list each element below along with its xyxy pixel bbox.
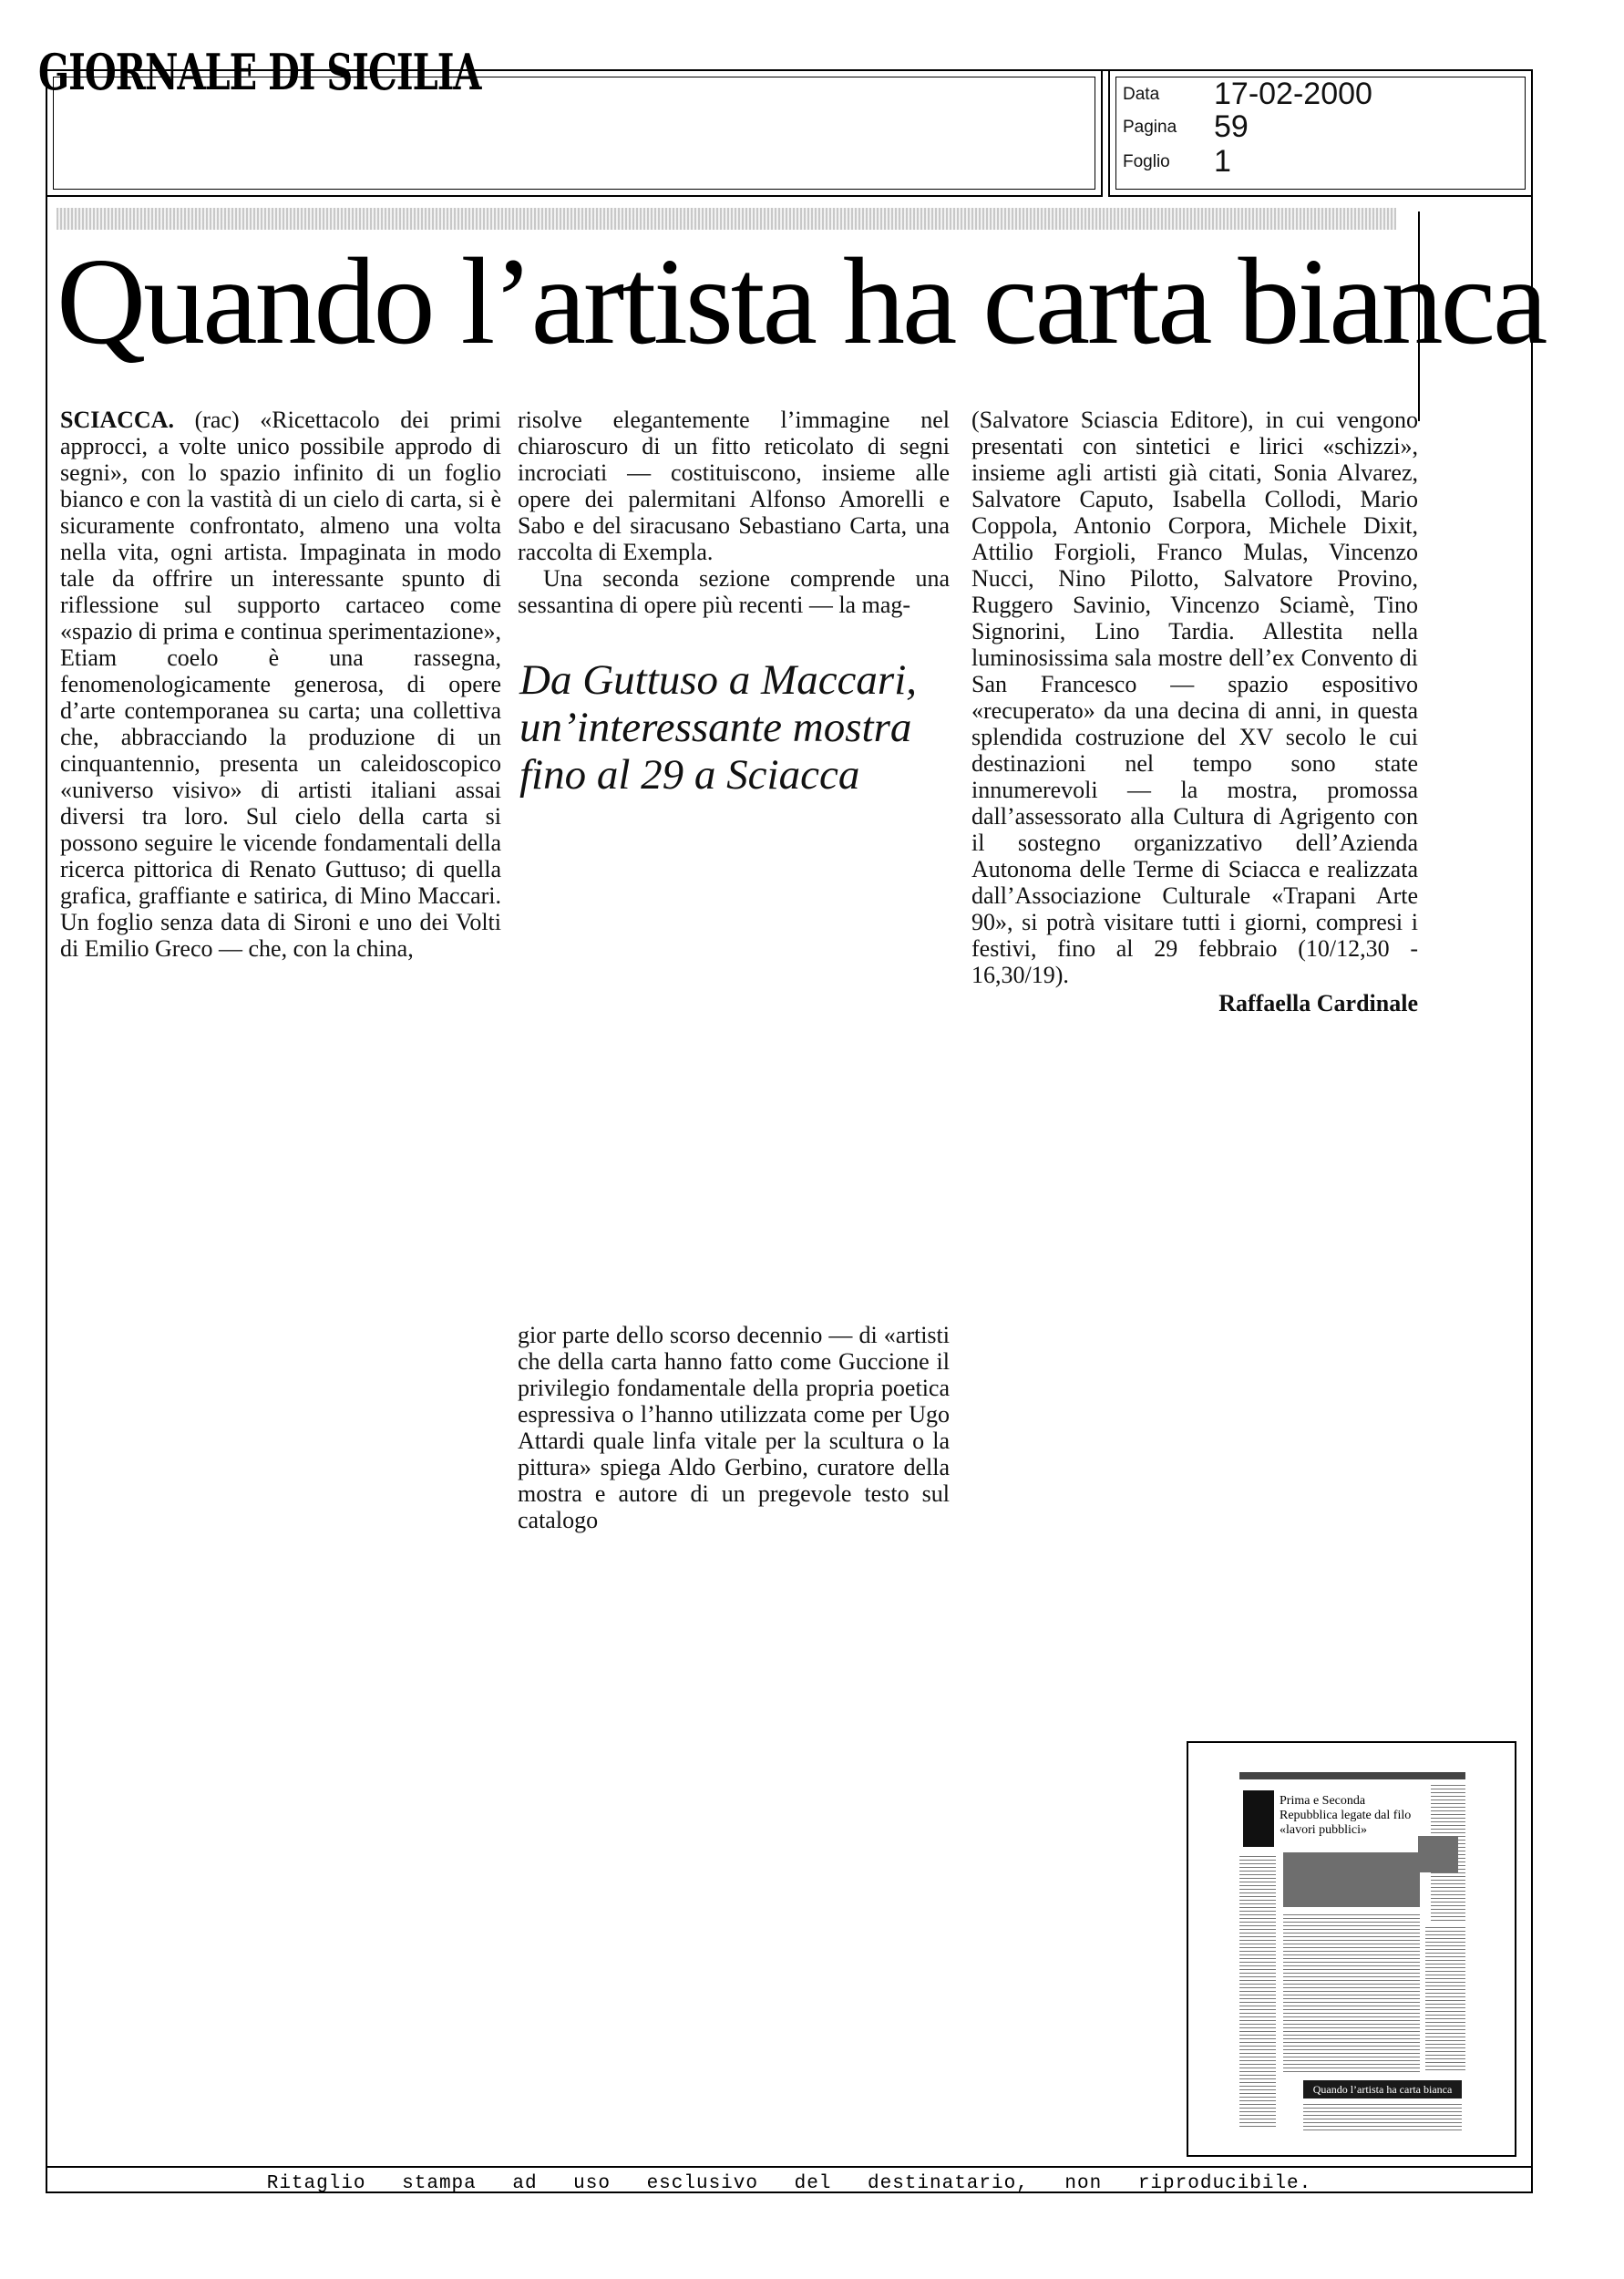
thumbnail-main-photo: [1283, 1852, 1420, 1907]
article-column-3: [971, 407, 1418, 1016]
meta-sheet-value: 1: [1214, 144, 1231, 179]
column-2-paragraph-3: gior parte dello scorso decennio — di «artisti che della carta hanno fatto come Guccione il privilegio fondamentale della propria poetica espressiva o l’hanno utilizzata come per Ugo Attardi quale linfa vitale per la scultura o la pittura» spiega Aldo Gerbino, curatore della mostra e autore di un pregevole testo sul catalogo: [518, 1322, 950, 1533]
scan-texture-band: [57, 208, 1396, 230]
source-page-thumbnail: [1187, 1741, 1516, 2157]
meta-page: [1123, 109, 1249, 145]
footer-rule: [46, 2166, 1533, 2168]
article-column-2-top: [518, 407, 950, 618]
thumbnail-body-text: [1283, 1914, 1420, 2075]
thumbnail-right-column: [1425, 1927, 1465, 2073]
article-subheadline: Da Guttuso a Maccari, un’interessante mostra fino al 29 a Sciacca: [519, 656, 918, 799]
thumbnail-logo-block: [1243, 1790, 1274, 1847]
author-byline: Raffaella Cardinale: [1218, 990, 1418, 1016]
meta-date-value: 17-02-2000: [1214, 77, 1372, 111]
meta-page-value: 59: [1214, 109, 1249, 144]
meta-sheet: [1123, 144, 1231, 180]
column-1-text: (rac) «Ricettacolo dei primi approcci, a volte unico possibile approdo di segni», con lo spazio infinito di un foglio bianco e con la vastità di un cielo di carta, si è sicuramente confrontato, almeno una volta nella vita, ogni artista. Impaginata in modo tale da offrire un interessante spunto di riflessione sul supporto cartaceo come «spazio di prima e continua sperimentazione», Etiam coelo è una rassegna, fenomenologicamente generosa, di opere d’arte contemporanea su carta; una collettiva che, abbracciando la produzione di un cinquantennio, presenta un caleidoscopico «universo visivo» di artisti italiani assai diversi tra loro. Sul cielo della carta si possono seguire le vicende fondamentali della ricerca pittorica di Renato Guttuso; di quella grafica, graffiante e satirica, di Mino Maccari. Un foglio senza data di Sironi e uno dei Volti di Emilio Greco — che, con la china,: [60, 407, 502, 962]
dateline: SCIACCA.: [60, 407, 174, 433]
footer-notice: Ritaglio stampa ad uso esclusivo del destinatario, non riproducibile.: [266, 2173, 1312, 2194]
thumbnail-headline: Prima e Seconda Repubblica legate dal filo «lavori pubblici»: [1280, 1794, 1412, 1837]
newspaper-masthead: GIORNALE DI SICILIA: [38, 44, 481, 102]
thumbnail-article-box: Quando l’artista ha carta bianca: [1303, 2080, 1462, 2099]
column-2-paragraph-1: risolve elegantemente l’immagine nel chiaroscuro di un fitto reticolato di segni incrociati — costituiscono, insieme alle opere dei palermitani Alfonso Amorelli e Sabo e del siracusano Sebastiano Carta, una raccolta di Exempla.: [518, 407, 950, 565]
thumbnail-section-strip: [1239, 1772, 1465, 1779]
thumbnail-article-text: [1303, 2104, 1462, 2131]
thumbnail-portrait-photo: [1418, 1836, 1458, 1872]
meta-date-label: Data: [1123, 84, 1160, 104]
column-3-text: (Salvatore Sciascia Editore), in cui vengono presentati con sintetici e lirici «schizzi», insieme agli artisti già citati, Sonia Alvarez, Salvatore Caputo, Isabella Collodi, Mario Coppola, Antonio Corpora, Michele Dixit, Attilio Forgioli, Franco Mulas, Vincenzo Nucci, Nino Pilotto, Salvatore Provino, Ruggero Savinio, Vincenzo Sciamè, Tino Signorini, Lino Tardia. Allestita nella luminosissima sala mostre dell’ex Convento di San Francesco — spazio espositivo «recuperato» da una decina di anni, in questa splendida costruzione del XV secolo le cui destinazioni nel tempo sono state innumerevoli — la mostra, promossa dall’assessorato alla Cultura di Agrigento con il sostegno organizzativo dell’Azienda Autonoma delle Terme di Sciacca e realizzata dall’Associazione Culturale «Trapani Arte 90», si potrà visitare tutti i giorni, compresi i festivi, fino al 29 febbraio (10/12,30 - 16,30/19).: [971, 407, 1418, 988]
column-2-paragraph-2: Una seconda sezione comprende una sessantina di opere più recenti — la mag-: [518, 565, 950, 618]
thumbnail-left-column: [1239, 1856, 1276, 2129]
meta-date: [1123, 77, 1372, 112]
article-column-1: [60, 407, 501, 962]
meta-page-label: Pagina: [1123, 117, 1177, 137]
article-column-2-bottom: [518, 1322, 950, 1533]
meta-sheet-label: Foglio: [1123, 151, 1170, 171]
article-headline: Quando l’artista ha carta bianca: [57, 233, 1546, 370]
